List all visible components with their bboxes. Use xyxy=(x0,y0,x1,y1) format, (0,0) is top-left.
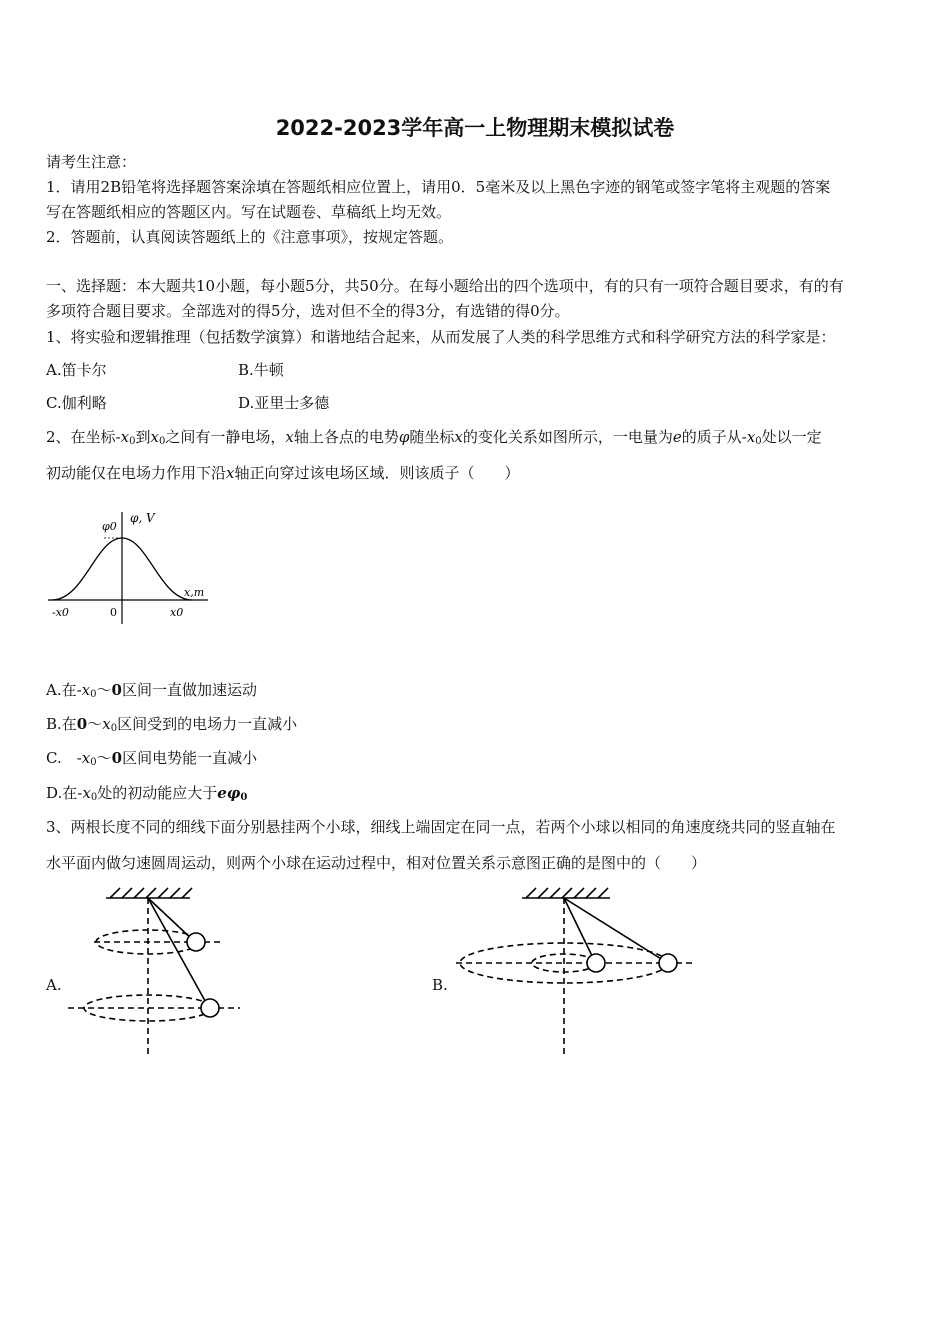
q2-option-b[interactable]: B.在$0\sim x_0$区间受到的电场力一直减小 xyxy=(46,715,298,734)
question-3-stem: 3、两根长度不同的细线下面分别悬挂两个小球，细线上端固定在同一点，若两个小球以相同的角速度绕共同的竖直轴在 xyxy=(46,818,836,836)
notice-item-1-cont: 写在答题纸相应的答题区内。写在试题卷、草稿纸上均无效。 xyxy=(46,203,452,221)
page-title: 2022-2023学年高一上物理期末模拟试卷 xyxy=(275,116,675,140)
inner-ball xyxy=(587,954,605,972)
q2-option-a[interactable]: A.在$-x_0\sim 0$区间一直做加速运动 xyxy=(46,681,257,700)
question-3-stem-cont: 水平面内做匀速圆周运动，则两个小球在运动过程中，相对位置关系示意图正确的是图中的（ ） xyxy=(46,854,707,872)
section-intro-cont: 多项符合题目要求。全部选对的得5分，选对但不全的得3分，有选错的得0分。 xyxy=(46,302,570,320)
q2-option-c[interactable]: C. $-x_0\sim 0$区间电势能一直减小 xyxy=(46,749,258,768)
section-intro: 一、选择题：本大题共10小题，每小题5分，共50分。在每小题给出的四个选项中，有的只有一项符合题目要求，有的有 xyxy=(46,277,844,295)
potential-graph xyxy=(44,500,224,630)
q3-option-b-label[interactable]: B. xyxy=(432,976,448,994)
q2-option-d[interactable]: D.在$-x_0$处的初动能应大于$e\varphi_0$ xyxy=(46,784,248,803)
lower-ball xyxy=(201,999,219,1017)
long-string xyxy=(148,898,209,1008)
question-2-stem-cont: 初动能仅在电场力作用下沿x轴正向穿过该电场区域．则该质子（ ） xyxy=(46,464,520,482)
notice-heading: 请考生注意： xyxy=(46,153,137,171)
notice-item-2: 2．答题前，认真阅读答题纸上的《注意事项》，按规定答题。 xyxy=(46,228,454,246)
question-2-stem: 2、在坐标$-x_0$到$x_0$之间有一静电场，x轴上各点的电势φ随坐标x的变化关系如图所示，一电量为e的质子从$-x_0$处以一定 xyxy=(46,428,822,447)
upper-ball xyxy=(187,933,205,951)
q1-option-b[interactable]: B.牛顿 xyxy=(238,361,284,379)
graph-pos-x0-label: x0 xyxy=(170,606,184,619)
question-1-stem: 1、将实验和逻辑推理（包括数学演算）和谐地结合起来，从而发展了人类的科学思维方式和科学研究方法的科学家是： xyxy=(46,328,836,346)
graph-phi0-label: φ0 xyxy=(102,520,117,533)
notice-item-1: 1．请用2B铅笔将选择题答案涂填在答题纸相应位置上，请用0．5毫米及以上黑色字迹的钢笔或签字笔将主观题的答案 xyxy=(46,178,831,196)
graph-neg-x0-label: -x0 xyxy=(52,606,69,619)
graph-origin-label: 0 xyxy=(110,606,117,619)
q1-option-d[interactable]: D.亚里士多德 xyxy=(238,394,330,412)
outer-ball xyxy=(659,954,677,972)
short-string xyxy=(148,898,195,942)
q3-option-a-label[interactable]: A. xyxy=(46,976,62,994)
q1-option-a[interactable]: A.笛卡尔 xyxy=(46,361,107,379)
graph-x-label: x,m xyxy=(184,586,205,599)
q1-option-c[interactable]: C.伽利略 xyxy=(46,394,107,412)
graph-y-label: φ, V xyxy=(130,511,155,525)
q3-diagram-a xyxy=(64,886,264,1056)
q3-diagram-b xyxy=(450,886,710,1056)
